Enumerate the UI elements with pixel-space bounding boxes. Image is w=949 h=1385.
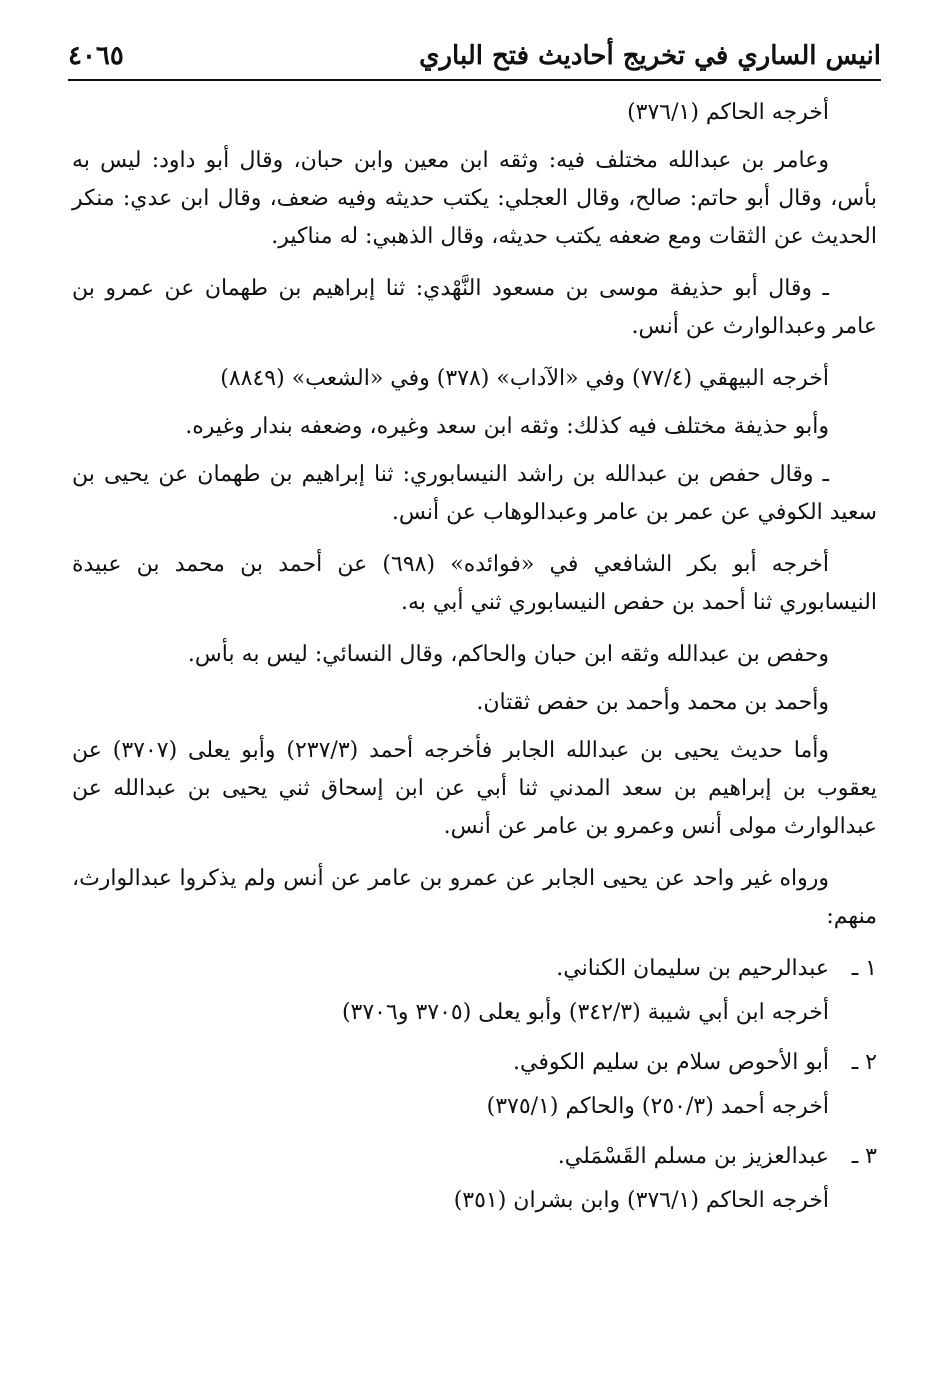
list-item-name: أبو الأحوص سلام بن سليم الكوفي. [512, 1050, 829, 1075]
paragraph-2: وعامر بن عبدالله مختلف فيه: وثقه ابن معين وابن حبان، وقال أبو داود: ليس به بأس، وقال أبو حاتم: صالح، وقال العجلي: يكتب حديثه وفيه ضعف، وقال ابن عدي: منكر الحديث عن الثقات ومع ضعفه يكتب حديثه، وقال الذهبي: له مناكير. [72, 148, 877, 249]
header-divider [68, 79, 881, 81]
paragraph-8: وحفص بن عبدالله وثقه ابن حبان والحاكم، وقال النسائي: ليس به بأس. [187, 642, 829, 667]
running-title: انيس الساري في تخريج أحاديث فتح الباري [419, 41, 881, 71]
list-item-number: ٣ ـ [851, 1144, 877, 1169]
list-item-name: عبدالعزيز بن مسلم القَسْمَلي. [557, 1144, 829, 1169]
paragraph-7: أخرجه أبو بكر الشافعي في «فوائده» (٦٩٨) عن أحمد بن محمد بن عبيدة النيسابوري ثنا أحمد بن حفص النيسابوري ثني أبي به. [72, 552, 877, 615]
paragraph-11: ورواه غير واحد عن يحيى الجابر عن عمرو بن عامر عن أنس ولم يذكروا عبدالوارث، منهم: [72, 866, 877, 929]
paragraph-6: ـ وقال حفص بن عبدالله بن راشد النيسابوري: ثنا إبراهيم بن طهمان عن يحيى بن سعيد الكوفي عن عمر بن عامر وعبدالوهاب عن أنس. [72, 462, 877, 525]
paragraph-3: ـ وقال أبو حذيفة موسى بن مسعود النَّهْدي: ثنا إبراهيم بن طهمان عن عمرو بن عامر وعبدالوارث عن أنس. [72, 276, 877, 339]
list-item [72, 1044, 877, 1082]
paragraph-5: وأبو حذيفة مختلف فيه كذلك: وثقه ابن سعد وغيره، وضعفه بندار وغيره. [185, 414, 829, 439]
paragraph-9: وأحمد بن محمد وأحمد بن حفص ثقتان. [476, 690, 829, 715]
list-item-number: ٢ ـ [851, 1050, 877, 1075]
paragraph-4: أخرجه البيهقي (٧٧/٤) وفي «الآداب» (٣٧٨) وفي «الشعب» (٨٨٤٩) [220, 366, 829, 391]
list-item-source: أخرجه الحاكم (٣٧٦/١) وابن بشران (٣٥١) [453, 1188, 829, 1213]
list-item [72, 950, 877, 988]
page-header [68, 36, 881, 76]
list-item-number: ١ ـ [851, 956, 877, 981]
paragraph-1: أخرجه الحاكم (٣٧٦/١) [627, 100, 829, 125]
paragraph-10: وأما حديث يحيى بن عبدالله الجابر فأخرجه أحمد (٢٣٧/٣) وأبو يعلى (٣٧٠٧) عن يعقوب بن إبراهيم بن سعد المدني ثنا أبي عن ابن إسحاق ثني يحيى بن عبدالله عن عبدالوارث مولى أنس وعمرو بن عامر عن أنس. [72, 738, 877, 839]
list-item [72, 1138, 877, 1176]
list-item-source: أخرجه ابن أبي شيبة (٣٤٢/٣) وأبو يعلى (٣٧٠٥ و٣٧٠٦) [341, 1000, 829, 1025]
list-item-name: عبدالرحيم بن سليمان الكناني. [556, 956, 829, 981]
page-body [72, 94, 877, 1232]
list-item-source: أخرجه أحمد (٢٥٠/٣) والحاكم (٣٧٥/١) [486, 1094, 829, 1119]
narrators-list [72, 950, 877, 1220]
page-number: ٤٠٦٥ [68, 41, 124, 71]
